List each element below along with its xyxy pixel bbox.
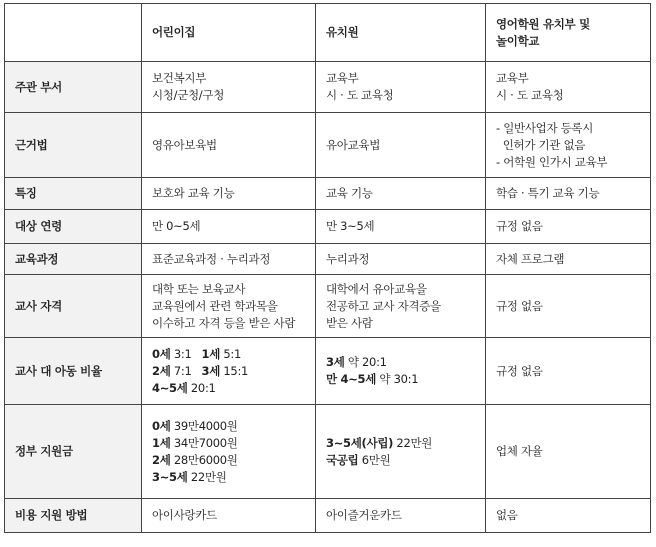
cell-feature-english: 학습 · 특기 교육 기능: [486, 178, 651, 210]
cell-line: [152, 435, 315, 452]
cell-law-daycare: 영유아보육법: [142, 113, 316, 178]
amount-value: 39만4000원: [170, 418, 238, 433]
cell-line: [152, 346, 315, 363]
cell-line: 전공하고 교사 자격증을: [326, 298, 441, 313]
cell-card-daycare: 아이사랑카드: [142, 499, 316, 533]
table-row: [5, 62, 651, 113]
cell-line: 대학에서 유아교육을: [326, 281, 427, 296]
cell-law-english: [486, 113, 651, 178]
cell-line: 대학 또는 보육교사: [152, 281, 246, 296]
cell-support-kinder: [316, 405, 486, 499]
amount-value: 22만원: [393, 435, 433, 450]
ratio-value: 7:1: [170, 363, 202, 378]
cell-line: [152, 418, 315, 435]
cell-support-english: 업체 자율: [486, 405, 651, 499]
row-label-age: 대상 연령: [5, 210, 142, 244]
cell-law-kinder: 유아교육법: [316, 113, 486, 178]
cell-line: [326, 354, 485, 371]
cell-ratio-kinder: [316, 338, 486, 405]
age-label: 3~5세: [152, 469, 188, 484]
header-english-academy: [486, 4, 651, 62]
cell-feature-daycare: 보호와 교육 기능: [142, 178, 316, 210]
cell-dept-daycare: [142, 62, 316, 113]
cell-feature-kinder: 교육 기능: [316, 178, 486, 210]
cell-teacher-kinder: [316, 275, 486, 338]
age-label: 3세: [326, 355, 345, 369]
cell-line: [152, 363, 315, 380]
table-row: [5, 338, 651, 405]
cell-dept-english: [486, 62, 651, 113]
header-corner-cell: [5, 4, 142, 62]
row-label-curriculum: 교육과정: [5, 244, 142, 275]
header-daycare: 어린이집: [142, 4, 316, 62]
cell-curriculum-kinder: 누리과정: [316, 244, 486, 275]
cell-line: 교육부: [496, 71, 529, 85]
cell-curriculum-english: 자체 프로그램: [486, 244, 651, 275]
age-label: 2세: [152, 452, 171, 467]
ratio-value: 20:1: [187, 380, 216, 395]
header-kindergarten: 유치원: [316, 4, 486, 62]
amount-value: 34만7000원: [170, 435, 238, 450]
cell-line: 보건복지부: [152, 71, 207, 85]
cell-card-english: 없음: [486, 499, 651, 533]
cell-line: [152, 380, 315, 397]
cell-line: 인허가 기관 없음: [496, 137, 586, 152]
ratio-value: 약 20:1: [344, 355, 387, 369]
age-label: 0세: [152, 346, 171, 361]
age-label: 국공립: [326, 452, 359, 467]
table-row: [5, 178, 651, 210]
cell-line: - 어학원 인가시 교육부: [496, 154, 608, 169]
header-row: [5, 4, 651, 62]
ratio-value: 3:1: [170, 346, 202, 361]
amount-value: 6만원: [358, 452, 391, 467]
table-row: [5, 113, 651, 178]
row-label-dept: 주관 부서: [5, 62, 142, 113]
age-label: 1세: [152, 435, 171, 450]
table-row: [5, 275, 651, 338]
header-english-line1: 영어학원 유치부 및: [496, 16, 590, 31]
row-label-support: 정부 지원금: [5, 405, 142, 499]
cell-line: [326, 371, 485, 388]
age-label: 만 4~5세: [326, 372, 377, 386]
cell-teacher-english: 규정 없음: [486, 275, 651, 338]
cell-teacher-daycare: [142, 275, 316, 338]
cell-age-kinder: 만 3~5세: [316, 210, 486, 244]
ratio-value: 약 30:1: [376, 372, 419, 386]
cell-ratio-daycare: [142, 338, 316, 405]
table-row: [5, 499, 651, 533]
cell-line: 이수하고 자격 등을 받은 사람: [152, 315, 296, 330]
cell-line: [326, 435, 485, 452]
cell-line: 교육부: [326, 71, 359, 85]
header-english-line2: 놀이학교: [496, 33, 540, 48]
age-label: 2세: [152, 363, 171, 378]
table-row: [5, 210, 651, 244]
amount-value: 22만원: [187, 469, 227, 484]
age-label: 3세: [201, 363, 221, 378]
row-label-ratio: 교사 대 아동 비율: [5, 338, 142, 405]
table-row: [5, 405, 651, 499]
cell-line: - 일반사업자 등록시: [496, 120, 594, 135]
age-label: 0세: [152, 418, 171, 433]
cell-ratio-english: 규정 없음: [486, 338, 651, 405]
cell-line: 받은 사람: [326, 315, 373, 330]
age-label: 1세: [201, 346, 221, 361]
row-label-law: 근거법: [5, 113, 142, 178]
cell-line: [326, 452, 485, 469]
age-label: 3~5세(사립): [326, 435, 394, 450]
amount-value: 28만6000원: [170, 452, 238, 467]
table-row: [5, 244, 651, 275]
ratio-value: 15:1: [220, 363, 249, 378]
cell-curriculum-daycare: 표준교육과정 · 누리과정: [142, 244, 316, 275]
cell-support-daycare: [142, 405, 316, 499]
age-label: 4~5세: [152, 380, 188, 395]
cell-line: [152, 469, 315, 486]
cell-line: 시 · 도 교육청: [496, 88, 564, 102]
cell-dept-kinder: [316, 62, 486, 113]
cell-card-kinder: 아이즐거운카드: [316, 499, 486, 533]
cell-line: 시 · 도 교육청: [326, 88, 394, 102]
cell-line: 교육원에서 관련 학과목을: [152, 298, 278, 313]
row-label-teacher: 교사 자격: [5, 275, 142, 338]
ratio-value: 5:1: [220, 346, 242, 361]
comparison-table: [4, 3, 651, 533]
cell-age-english: 규정 없음: [486, 210, 651, 244]
cell-line: [152, 452, 315, 469]
row-label-feature: 특징: [5, 178, 142, 210]
cell-line: 시청/군청/구청: [152, 88, 225, 102]
cell-age-daycare: 만 0~5세: [142, 210, 316, 244]
row-label-card: 비용 지원 방법: [5, 499, 142, 533]
